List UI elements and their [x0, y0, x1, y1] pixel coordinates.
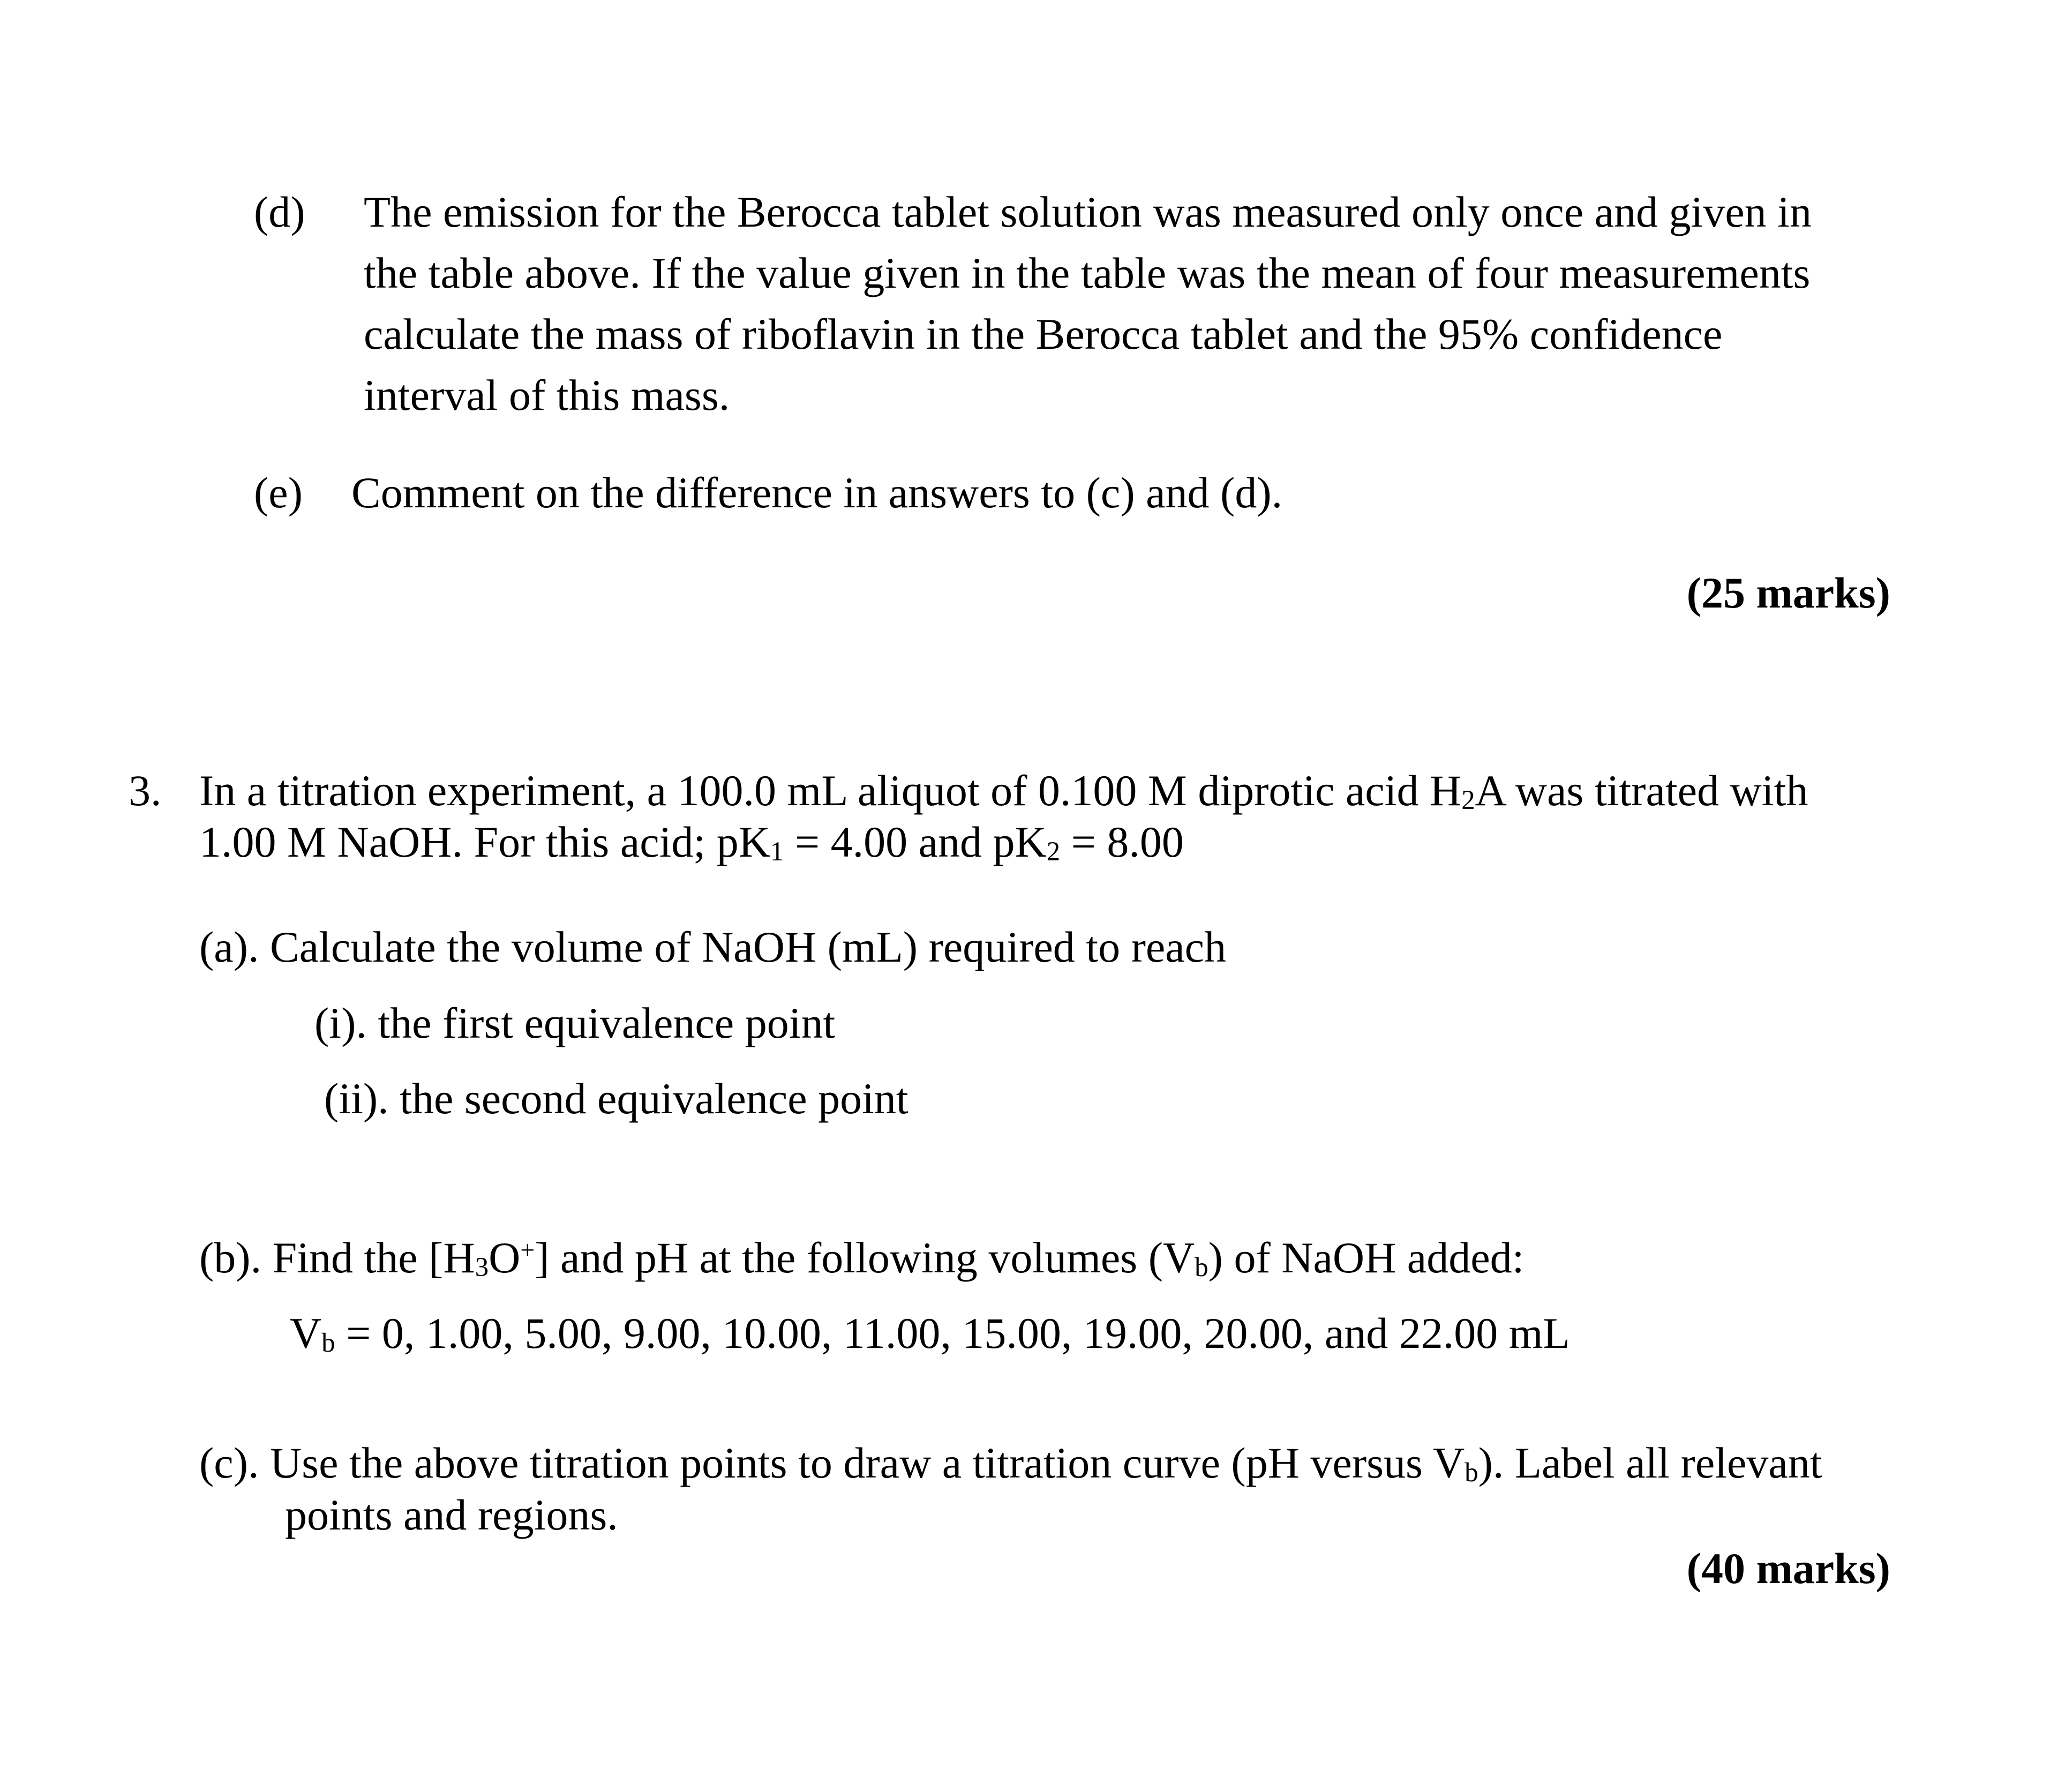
part-d-line-3: calculate the mass of riboflavin in the Berocca tablet and the 95% confidence: [364, 310, 1723, 358]
q3-marks: (40 marks): [1686, 1544, 1890, 1593]
q3-line-2: 1.00 M NaOH. For this acid; pK1 = 4.00 and pK2 = 8.00: [199, 818, 1184, 867]
q2-marks: (25 marks): [1686, 568, 1890, 617]
q3-part-a-ii: (ii). the second equivalence point: [324, 1074, 908, 1123]
part-d-label: (d): [254, 188, 305, 236]
part-e-text: Comment on the difference in answers to (c) and (d).: [351, 468, 1283, 517]
part-d-line-4: interval of this mass.: [364, 371, 730, 419]
q3-part-a-i: (i). the first equivalence point: [314, 999, 836, 1047]
q3-part-a: (a). Calculate the volume of NaOH (mL) required to reach: [199, 923, 1227, 971]
q3-part-c-line-2: points and regions.: [285, 1490, 618, 1539]
q3-part-c-line-1: (c). Use the above titration points to draw a titration curve (pH versus Vb). Label all relevant: [199, 1438, 1822, 1488]
q3-line-1: In a titration experiment, a 100.0 mL aliquot of 0.100 M diprotic acid H2A was titrated with: [199, 766, 1808, 815]
q3-part-b-volumes: Vb = 0, 1.00, 5.00, 9.00, 10.00, 11.00, 15.00, 19.00, 20.00, and 22.00 mL: [290, 1309, 1570, 1358]
q3-number: 3.: [129, 766, 162, 815]
q3-part-b: (b). Find the [H3O+] and pH at the following volumes (Vb) of NaOH added:: [199, 1233, 1525, 1283]
part-d-line-1: The emission for the Berocca tablet solution was measured only once and given in: [364, 188, 1812, 236]
part-e-label: (e): [254, 468, 303, 517]
part-d-line-2: the table above. If the value given in the table was the mean of four measurements: [364, 249, 1811, 297]
